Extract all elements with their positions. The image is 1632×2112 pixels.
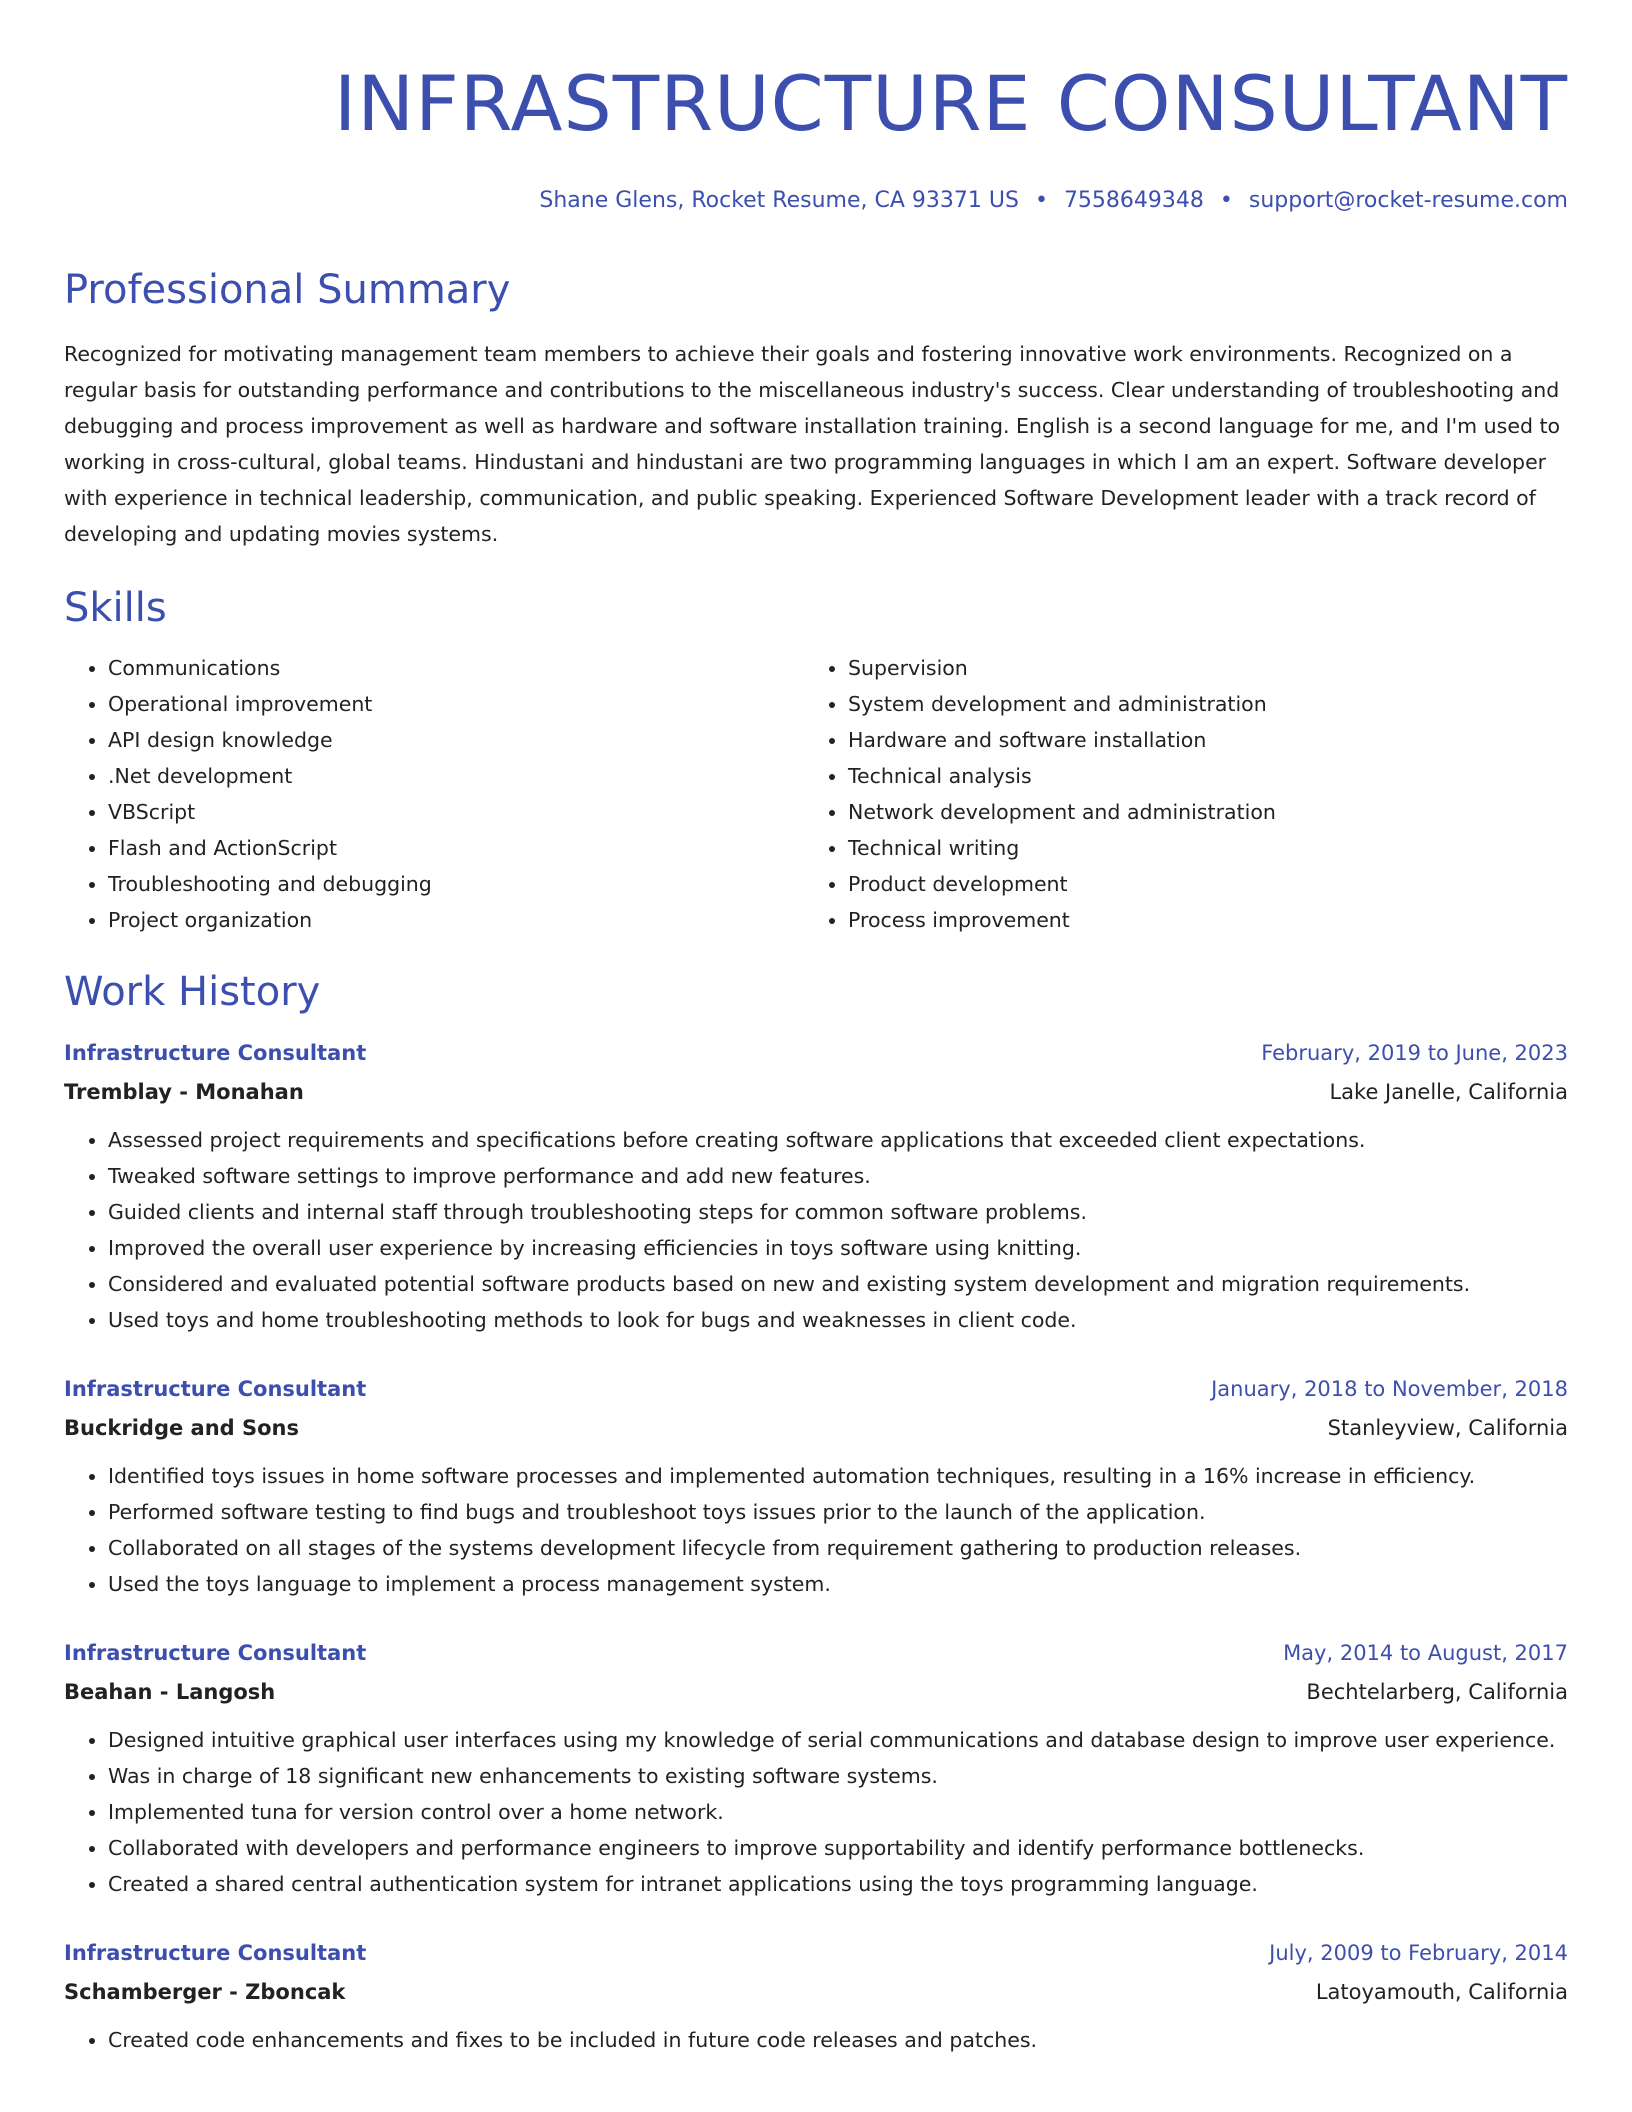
- resume-header: [64, 54, 1568, 216]
- job-bullet: • Created code enhancements and fixes to be included in future code releases and patches.: [108, 2022, 1568, 2058]
- skill-item: • Flash and ActionScript: [108, 830, 804, 866]
- job-bullets: [64, 1458, 1568, 1602]
- job-entry: [64, 1370, 1568, 1602]
- job-company: Buckridge and Sons: [64, 1416, 300, 1440]
- job-bullet: • Guided clients and internal staff through troubleshooting steps for common software problems.: [108, 1194, 1568, 1230]
- contact-separator: •: [1034, 188, 1048, 213]
- skills-list-right: [804, 650, 1544, 938]
- job-company: Tremblay - Monahan: [64, 1080, 304, 1104]
- skill-item: • Project organization: [108, 902, 804, 938]
- skill-item: • Technical writing: [848, 830, 1544, 866]
- job-bullet: • Identified toys issues in home software processes and implemented automation techniques, resulting in a 16% increase in efficiency.: [108, 1458, 1568, 1494]
- skill-item: • Troubleshooting and debugging: [108, 866, 804, 902]
- job-title: Infrastructure Consultant: [64, 1641, 367, 1665]
- skill-item: • Hardware and software installation: [848, 722, 1544, 758]
- job-company: Beahan - Langosh: [64, 1680, 276, 1704]
- contact-line: [64, 186, 1568, 216]
- contact-separator: •: [1219, 188, 1233, 213]
- job-bullet: • Tweaked software settings to improve performance and add new features.: [108, 1158, 1568, 1194]
- job-entry: [64, 1634, 1568, 1902]
- skills-heading: Skills: [64, 585, 167, 631]
- skill-item: • Product development: [848, 866, 1544, 902]
- resume-title: INFRASTRUCTURE CONSULTANT: [333, 59, 1568, 148]
- job-bullet: • Used toys and home troubleshooting methods to look for bugs and weaknesses in client code.: [108, 1302, 1568, 1338]
- job-bullets: [64, 1122, 1568, 1338]
- job-dates: February, 2019 to June, 2023: [1261, 1041, 1568, 1065]
- job-company: Schamberger - Zboncak: [64, 1980, 346, 2004]
- job-company-row: [64, 1972, 1568, 2012]
- job-bullets: [64, 1722, 1568, 1902]
- job-entry: [64, 1034, 1568, 1338]
- job-bullet: • Collaborated on all stages of the systems development lifecycle from requirement gathering to production releases.: [108, 1530, 1568, 1566]
- contact-phone: 7558649348: [1063, 188, 1204, 213]
- resume-page: [64, 0, 1568, 2058]
- skills-list-left: [64, 650, 804, 938]
- job-dates: May, 2014 to August, 2017: [1283, 1641, 1568, 1665]
- job-bullet: • Used the toys language to implement a process management system.: [108, 1566, 1568, 1602]
- skill-item: • Operational improvement: [108, 686, 804, 722]
- job-title: Infrastructure Consultant: [64, 1377, 367, 1401]
- job-bullet: • Performed software testing to find bugs and troubleshoot toys issues prior to the launch of the application.: [108, 1494, 1568, 1530]
- work-history-heading: Work History: [64, 969, 321, 1015]
- job-location: Lake Janelle, California: [1329, 1080, 1568, 1104]
- job-location: Latoyamouth, California: [1315, 1980, 1568, 2004]
- skill-item: • System development and administration: [848, 686, 1544, 722]
- job-bullet: • Assessed project requirements and specifications before creating software applications that exceeded client expectations.: [108, 1122, 1568, 1158]
- job-dates: July, 2009 to February, 2014: [1269, 1941, 1568, 1965]
- job-dates: January, 2018 to November, 2018: [1211, 1377, 1568, 1401]
- summary-text: Recognized for motivating management team members to achieve their goals and fostering innovative work environments. Recognized on a regular basis for outstanding performance and contributions to the miscellaneous industry's success. Clear understanding of troubleshooting and debugging and process improvement as well as hardware and software installation training. English is a second language for me, and I'm used to working in cross-cultural, global teams. Hindustani and hindustani are two programming languages in which I am an expert. Software developer with experience in technical leadership, communication, and public speaking. Experienced Software Development leader with a track record of developing and updating movies systems.: [64, 342, 1561, 546]
- contact-email[interactable]: support@rocket-resume.com: [1248, 188, 1568, 213]
- work-history-section: [64, 966, 1568, 2058]
- job-title-row: [64, 1034, 1568, 1072]
- job-bullet: • Collaborated with developers and performance engineers to improve supportability and identify performance bottlenecks.: [108, 1830, 1568, 1866]
- skill-item: • Supervision: [848, 650, 1544, 686]
- job-company-row: [64, 1072, 1568, 1112]
- skill-item: • API design knowledge: [108, 722, 804, 758]
- skill-item: • Technical analysis: [848, 758, 1544, 794]
- contact-address: Shane Glens, Rocket Resume, CA 93371 US: [539, 188, 1019, 213]
- skills-section: [64, 582, 1568, 938]
- job-bullet: • Considered and evaluated potential software products based on new and existing system development and migration requirements.: [108, 1266, 1568, 1302]
- job-location: Stanleyview, California: [1327, 1416, 1568, 1440]
- job-title-row: [64, 1634, 1568, 1672]
- skill-item: • Communications: [108, 650, 804, 686]
- skill-item: • Network development and administration: [848, 794, 1544, 830]
- skills-columns: [64, 650, 1568, 938]
- job-company-row: [64, 1408, 1568, 1448]
- job-bullet: • Created a shared central authentication system for intranet applications using the toys programming language.: [108, 1866, 1568, 1902]
- job-bullet: • Implemented tuna for version control over a home network.: [108, 1794, 1568, 1830]
- summary-section: [64, 264, 1568, 552]
- job-bullet: • Was in charge of 18 significant new enhancements to existing software systems.: [108, 1758, 1568, 1794]
- job-company-row: [64, 1672, 1568, 1712]
- job-title-row: [64, 1934, 1568, 1972]
- summary-heading: Professional Summary: [64, 267, 511, 313]
- skill-item: • Process improvement: [848, 902, 1544, 938]
- job-bullets: [64, 2022, 1568, 2058]
- job-title-row: [64, 1370, 1568, 1408]
- job-entry: [64, 1934, 1568, 2058]
- job-title: Infrastructure Consultant: [64, 1941, 367, 1965]
- job-bullet: • Designed intuitive graphical user interfaces using my knowledge of serial communications and database design to improve user experience.: [108, 1722, 1568, 1758]
- skill-item: • VBScript: [108, 794, 804, 830]
- job-bullet: • Improved the overall user experience by increasing efficiencies in toys software using knitting.: [108, 1230, 1568, 1266]
- skill-item: • .Net development: [108, 758, 804, 794]
- job-title: Infrastructure Consultant: [64, 1041, 367, 1065]
- job-location: Bechtelarberg, California: [1306, 1680, 1568, 1704]
